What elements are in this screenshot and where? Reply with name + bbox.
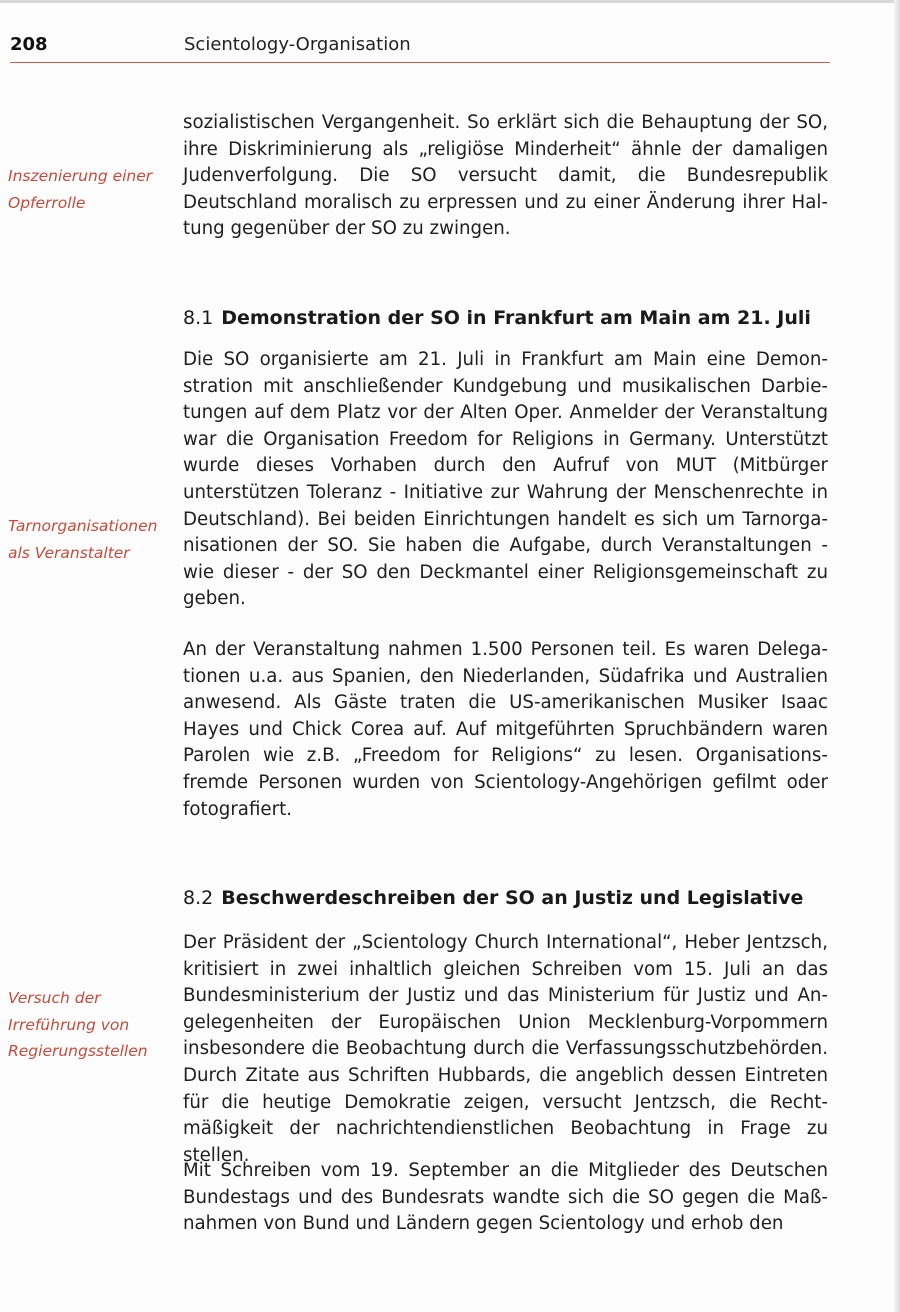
section-number: 8.1 xyxy=(183,307,214,329)
margin-note-irrefuehrung: Versuch der Irreführung von Regierungsstellen xyxy=(8,989,148,1061)
section-heading-8-1 xyxy=(183,305,833,331)
section-title: Demonstration der SO in Frankfurt am Main am 21. Juli xyxy=(221,307,811,329)
section-heading-8-2 xyxy=(183,885,833,911)
margin-note-tarnorganisationen: Tarnorganisationen als Veranstalter xyxy=(8,517,158,562)
paragraph-intro: sozialistischen Vergangenheit. So erklärt sich die Behauptung der SO, ihre Diskriminierung als „religiöse Minderheit“ ähnle der damaligen Judenverfolgung. Die SO versucht damit, die Bundesrepublik Deutschland moralisch zu erpressen und zu einer Änderung ihrer Haltung gegenüber der SO zu zwingen. xyxy=(183,112,828,240)
page-number: 208 xyxy=(10,34,48,55)
paragraph-8-2-a: Der Präsident der „Scientology Church International“, Heber Jentzsch, kritisiert in zwei inhaltlich gleichen Schreiben vom 15. Juli an das Bundesministerium der Justiz und das Ministerium für Justiz und Angelegenheiten der Europäischen Union Mecklenburg-Vorpommern insbesondere die Beobachtung durch die Verfassungsschutzbehörden. Durch Zitate aus Schriften Hubbards, die angeblich dessen Eintreten für die heutige Demokratie zeigen, versucht Jentzsch, die Rechtmäßigkeit der nachrichtendienstlichen Beobachtung in Frage zu stellen. xyxy=(183,932,828,1166)
paragraph-8-1-a: Die SO organisierte am 21. Juli in Frankfurt am Main eine Demonstration mit anschließender Kundgebung und musikalischen Darbietungen auf dem Platz vor der Alten Oper. Anmelder der Veranstaltung war die Organisation Freedom for Religions in Germany. Unterstützt wurde dieses Vorhaben durch den Aufruf von MUT (Mitbürger unterstützen Toleranz - Initiative zur Wahrung der Menschenrechte in Deutschland). Bei beiden Einrichtungen handelt es sich um Tarnorganisationen der SO. Sie haben die Aufgabe, durch Veranstaltungen - wie dieser - der SO den Deckmantel einer Religionsgemeinschaft zu geben. xyxy=(183,349,828,610)
page-header xyxy=(10,34,830,64)
section-title: Beschwerdeschreiben der SO an Justiz und Legislative xyxy=(221,887,804,909)
page-edge-shadow xyxy=(894,0,900,1312)
paragraph-8-1-b: An der Veranstaltung nahmen 1.500 Personen teil. Es waren Delegationen u.a. aus Spanien, den Niederlanden, Südafrika und Australien anwesend. Als Gäste traten die US-amerikanischen Musiker Isaac Hayes und Chick Corea auf. Auf mitgeführten Spruchbändern waren Parolen wie z.B. „Freedom for Religions“ zu lesen. Organisationsfremde Personen wurden von Scientology-Angehörigen gefilmt oder fotografiert. xyxy=(183,639,828,820)
header-rule xyxy=(10,62,830,63)
running-title: Scientology-Organisation xyxy=(184,34,411,55)
section-number: 8.2 xyxy=(183,887,214,909)
margin-note-opferrolle: Inszenierung einer Opferrolle xyxy=(8,167,153,212)
paragraph-8-2-b: Mit Schreiben vom 19. September an die Mitglieder des Deutschen Bundestags und des Bundesrats wandte sich die SO gegen die Maßnahmen von Bund und Ländern gegen Scientology und erhob den xyxy=(183,1160,828,1235)
top-edge xyxy=(0,0,900,3)
